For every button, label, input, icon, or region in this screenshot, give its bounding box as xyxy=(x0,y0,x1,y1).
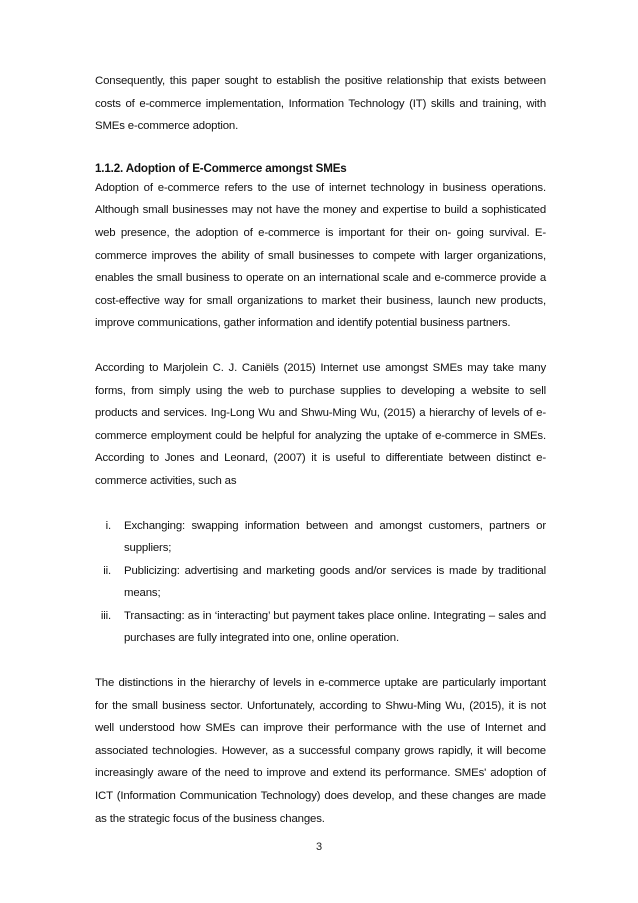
closing-paragraph: The distinctions in the hierarchy of levels in e-commerce uptake are particularly important for the small business sector. Unfortunately, according to Shwu-Ming Wu, (2015), it is not well understood how SMEs can improve their performance with the use of Internet and associated technologies. However, as a successful company grows rapidly, it will become increasingly aware of the need to improve and extend its performance. SMEs' adoption of ICT (Information Communication Technology) does develop, and these changes are made as the strategic focus of the business changes. xyxy=(95,677,546,825)
list-item-text: Publicizing: advertising and marketing goods and/or services is made by traditional means; xyxy=(124,564,546,600)
list-item-text: Transacting: as in ‘interacting’ but payment takes place online. Integrating – sales and purchases are fully integrated into one, online operation. xyxy=(124,609,546,645)
ecommerce-activities-list xyxy=(95,515,546,651)
list-numeral: iii. xyxy=(100,609,111,622)
list-item xyxy=(95,605,546,650)
list-item-text: Exchanging: swapping information between and amongst customers, partners or suppliers; xyxy=(124,519,546,555)
page-number: 3 xyxy=(315,841,323,853)
intro-paragraph: Consequently, this paper sought to establish the positive relationship that exists between costs of e-commerce implementation, Information Technology (IT) skills and training, with SMEs e-commerce adoption. xyxy=(95,75,546,133)
list-numeral: ii. xyxy=(103,564,111,577)
adoption-paragraph: Adoption of e-commerce refers to the use of internet technology in business operations. Although small businesses may not have the money and expertise to build a sophisticated web presence, the adoption of e-commerce is important for their on- going survival. E-commerce improves the ability of small businesses to compete with larger organizations, enables the small business to operate on an international scale and e-commerce provide a cost-effective way for small organizations to market their business, launch new products, improve communications, gather information and identify potential business partners. xyxy=(95,181,546,330)
internet-use-paragraph: According to Marjolein C. J. Caniëls (2015) Internet use amongst SMEs may take many forms, from simply using the web to purchase supplies to developing a website to sell products and services. Ing-Long Wu and Shwu-Ming Wu, (2015) a hierarchy of levels of e-commerce employment could be helpful for analyzing the uptake of e-commerce in SMEs. According to Jones and Leonard, (2007) it is useful to differentiate between distinct e-commerce activities, such as xyxy=(95,361,546,487)
list-item xyxy=(95,560,546,605)
section-heading: 1.1.2. Adoption of E-Commerce amongst SMEs xyxy=(95,161,347,175)
list-item xyxy=(95,515,546,560)
document-page xyxy=(95,70,546,830)
list-numeral: i. xyxy=(105,519,111,532)
